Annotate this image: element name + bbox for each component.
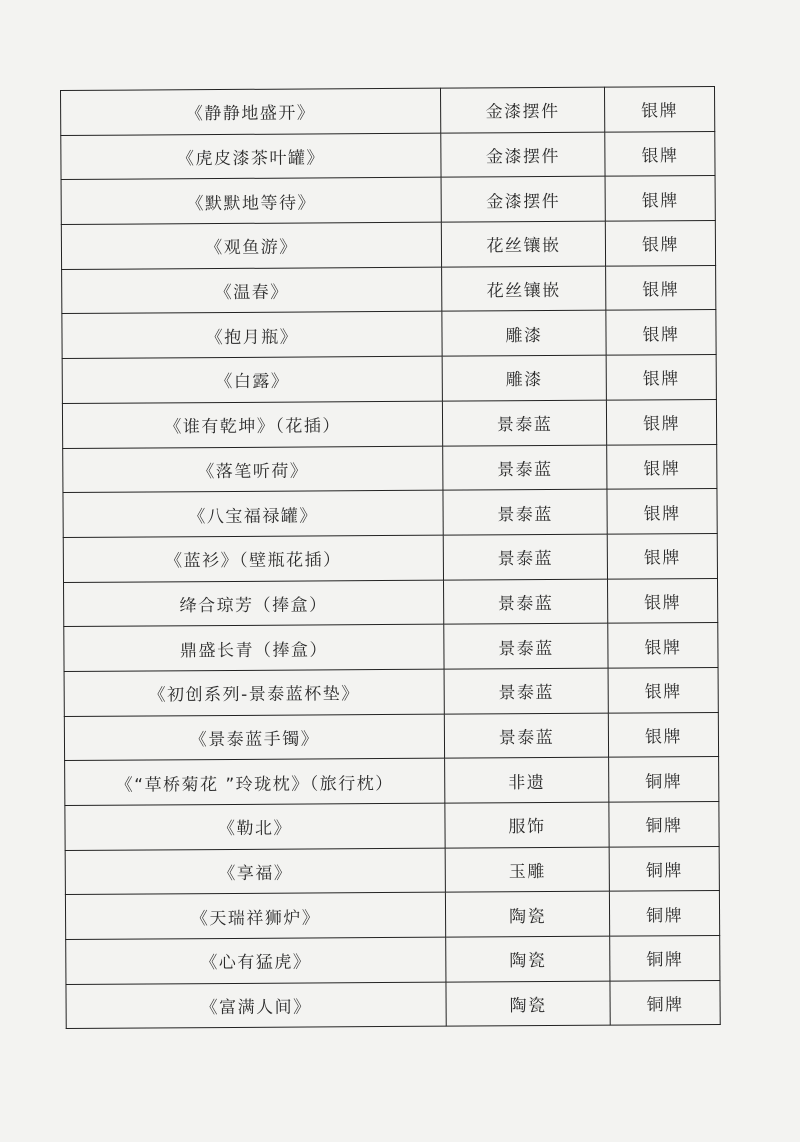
- work-name-cell: 鼎盛长青（捧盒）: [64, 624, 444, 671]
- table-row: [64, 578, 718, 627]
- category-cell: 景泰蓝: [443, 579, 607, 625]
- award-cell: 铜牌: [610, 980, 720, 1025]
- table-row: [66, 980, 720, 1029]
- category-cell: 雕漆: [442, 311, 606, 357]
- award-cell: 银牌: [606, 310, 716, 355]
- category-cell: 金漆摆件: [440, 87, 604, 133]
- table-row: [65, 891, 719, 940]
- work-name-cell: 《享福》: [65, 848, 445, 895]
- category-cell: 景泰蓝: [444, 713, 608, 759]
- table-row: [62, 399, 716, 448]
- table-row: [62, 310, 716, 359]
- award-cell: 银牌: [607, 578, 717, 623]
- awards-table: [60, 86, 721, 1029]
- award-cell: 银牌: [604, 87, 714, 132]
- awards-table-body: [61, 87, 721, 1029]
- work-name-cell: 《勒北》: [65, 803, 445, 850]
- work-name-cell: 《初创系列-景泰蓝杯垫》: [64, 669, 444, 716]
- category-cell: 花丝镶嵌: [442, 266, 606, 312]
- category-cell: 景泰蓝: [444, 623, 608, 669]
- table-row: [61, 87, 715, 136]
- table-row: [63, 489, 717, 538]
- work-name-cell: 绛合琼芳（捧盒）: [64, 580, 444, 627]
- table-row: [64, 712, 718, 761]
- table-row: [62, 355, 716, 404]
- award-cell: 铜牌: [609, 846, 719, 891]
- award-cell: 银牌: [608, 712, 718, 757]
- category-cell: 金漆摆件: [441, 132, 605, 178]
- category-cell: 景泰蓝: [442, 400, 606, 446]
- table-row: [62, 265, 716, 314]
- award-cell: 银牌: [608, 667, 718, 712]
- work-name-cell: 《天瑞祥狮炉》: [65, 893, 445, 940]
- award-cell: 铜牌: [609, 891, 719, 936]
- work-name-cell: 《八宝福禄罐》: [63, 490, 443, 537]
- award-cell: 银牌: [606, 399, 716, 444]
- work-name-cell: 《谁有乾坤》（花插）: [62, 401, 442, 448]
- work-name-cell: 《景泰蓝手镯》: [64, 714, 444, 761]
- work-name-cell: 《落笔听荷》: [63, 446, 443, 493]
- award-cell: 银牌: [605, 131, 715, 176]
- award-cell: 银牌: [607, 444, 717, 489]
- table-row: [65, 846, 719, 895]
- work-name-cell: 《虎皮漆茶叶罐》: [61, 133, 441, 180]
- table-row: [61, 221, 715, 270]
- table-row: [64, 623, 718, 672]
- category-cell: 陶瓷: [446, 981, 610, 1027]
- award-cell: 银牌: [608, 623, 718, 668]
- table-row: [61, 131, 715, 180]
- category-cell: 景泰蓝: [444, 668, 608, 714]
- work-name-cell: 《静静地盛开》: [61, 88, 441, 135]
- table-row: [65, 757, 719, 806]
- table-row: [64, 667, 718, 716]
- category-cell: 景泰蓝: [443, 489, 607, 535]
- category-cell: 金漆摆件: [441, 177, 605, 223]
- work-name-cell: 《心有猛虎》: [66, 937, 446, 984]
- work-name-cell: 《抱月瓶》: [62, 312, 442, 359]
- award-cell: 铜牌: [610, 936, 720, 981]
- category-cell: 陶瓷: [446, 936, 610, 982]
- table-row: [61, 176, 715, 225]
- table-row: [63, 444, 717, 493]
- category-cell: 花丝镶嵌: [441, 221, 605, 267]
- work-name-cell: 《白露》: [62, 356, 442, 403]
- work-name-cell: 《蓝衫》（壁瓶花插）: [63, 535, 443, 582]
- category-cell: 服饰: [445, 802, 609, 848]
- award-cell: 银牌: [605, 176, 715, 221]
- award-cell: 银牌: [607, 533, 717, 578]
- award-cell: 银牌: [605, 221, 715, 266]
- category-cell: 景泰蓝: [443, 445, 607, 491]
- award-cell: 银牌: [607, 489, 717, 534]
- award-cell: 铜牌: [609, 801, 719, 846]
- category-cell: 玉雕: [445, 847, 609, 893]
- work-name-cell: 《“草桥菊花 ”玲珑枕》（旅行枕）: [65, 758, 445, 805]
- category-cell: 雕漆: [442, 355, 606, 401]
- work-name-cell: 《观鱼游》: [61, 222, 441, 269]
- work-name-cell: 《温春》: [62, 267, 442, 314]
- award-cell: 铜牌: [609, 757, 719, 802]
- category-cell: 景泰蓝: [443, 534, 607, 580]
- award-cell: 银牌: [606, 355, 716, 400]
- work-name-cell: 《富满人间》: [66, 982, 446, 1029]
- work-name-cell: 《默默地等待》: [61, 178, 441, 225]
- table-row: [65, 801, 719, 850]
- category-cell: 非遗: [445, 757, 609, 803]
- category-cell: 陶瓷: [445, 892, 609, 938]
- table-row: [66, 936, 720, 985]
- award-cell: 银牌: [606, 265, 716, 310]
- table-row: [63, 533, 717, 582]
